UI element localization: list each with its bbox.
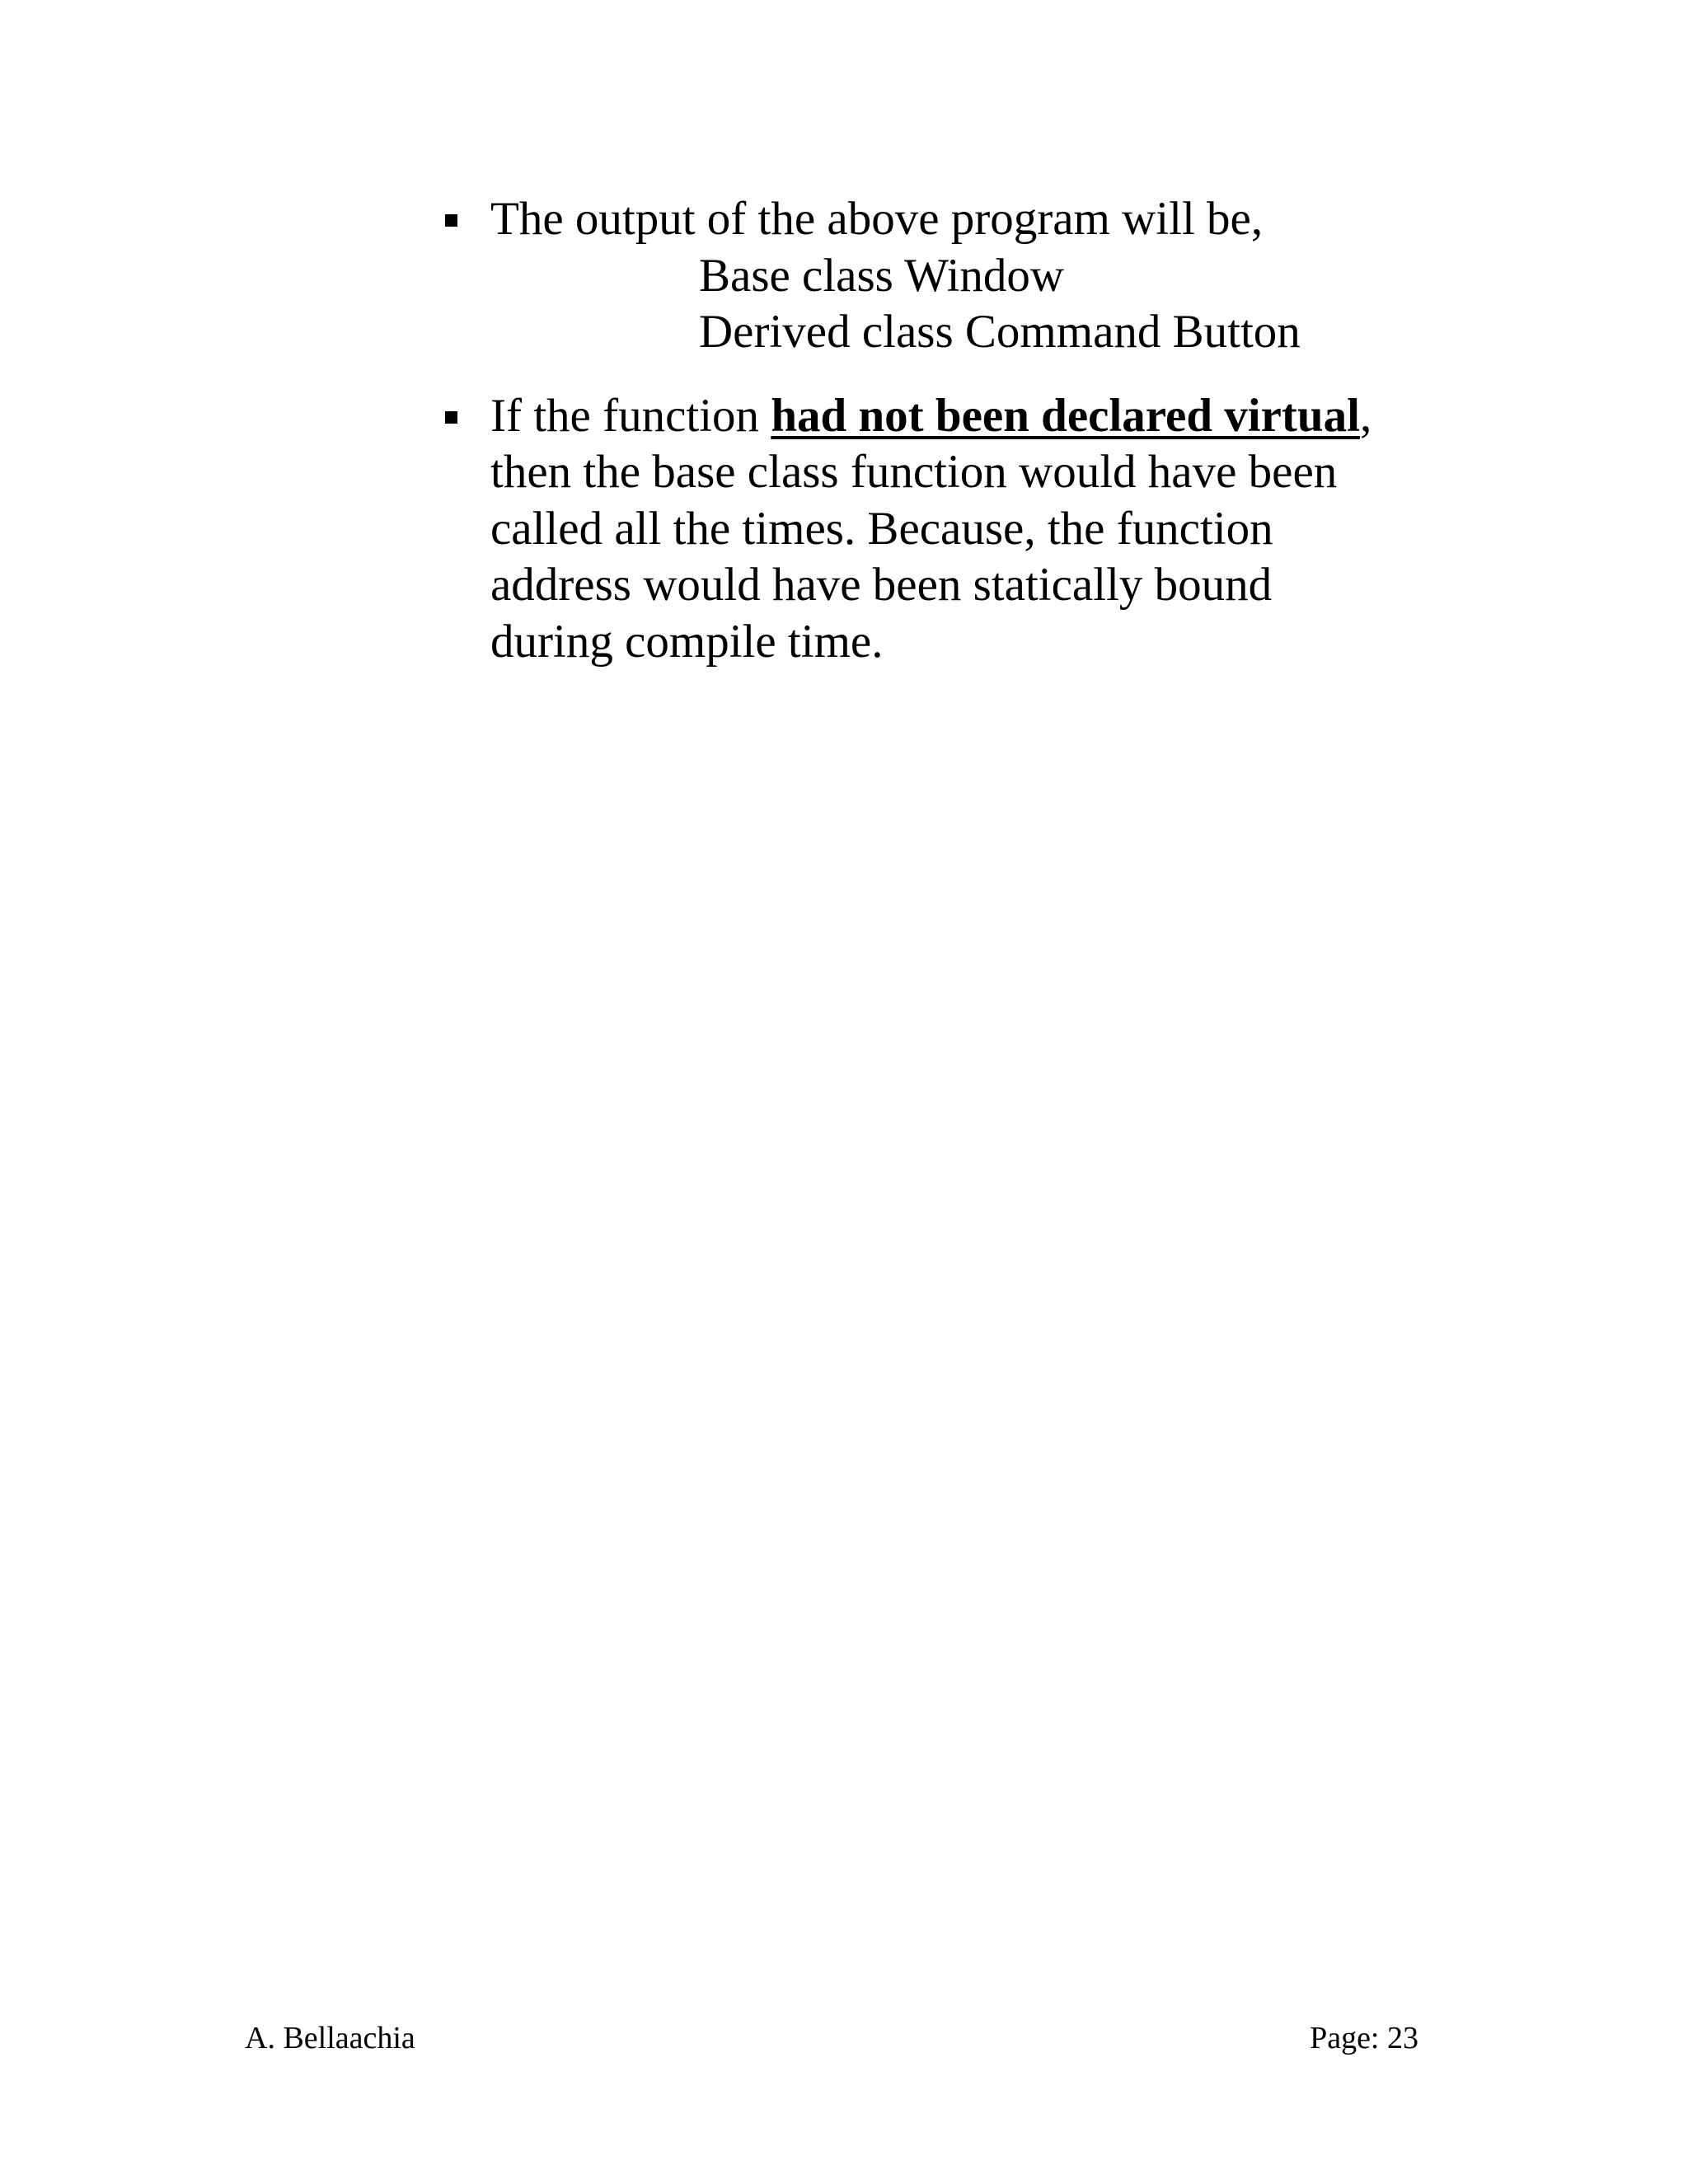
emphasized-phrase: had not been declared virtual	[771, 389, 1360, 442]
square-bullet-icon	[445, 214, 457, 227]
square-bullet-icon	[445, 411, 457, 424]
bullet-text-line: then the base class function would have been	[490, 446, 1338, 498]
bullet-text-segment: If the function	[490, 389, 771, 442]
bullet-text-line: The output of the above program will be,	[490, 193, 1264, 245]
bullet-item-virtual	[437, 388, 1508, 671]
footer-author: A. Bellaachia	[245, 2021, 415, 2055]
bullet-text-line	[490, 388, 1508, 445]
bullet-list	[437, 191, 1508, 670]
bullet-text-line: during compile time.	[490, 615, 884, 668]
bullet-text-line: called all the times. Because, the function	[490, 502, 1273, 555]
bullet-text-segment: ,	[1359, 389, 1372, 442]
bullet-item-output	[437, 191, 1508, 361]
program-output-line: Derived class Command Button	[699, 306, 1301, 358]
program-output-line: Base class Window	[699, 249, 1065, 302]
bullet-text-line: address would have been statically bound	[490, 559, 1273, 611]
footer-page-number: Page: 23	[1310, 2021, 1418, 2055]
